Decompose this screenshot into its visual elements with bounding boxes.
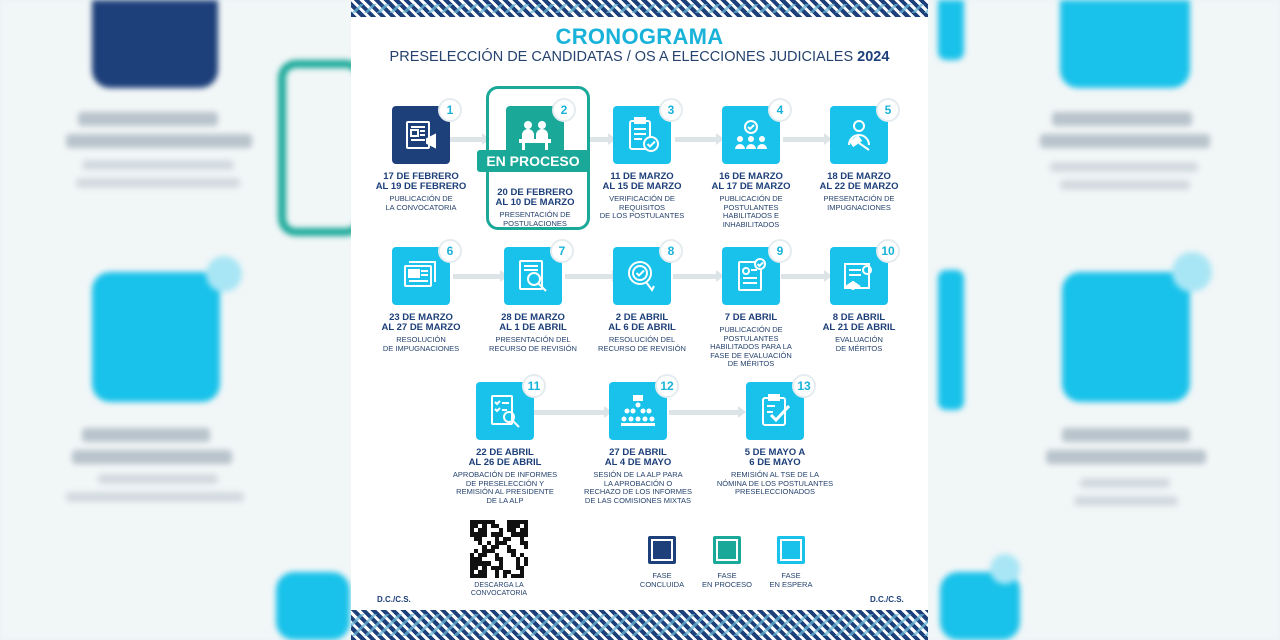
step-number-6: 6 — [438, 239, 462, 263]
bg-block-6 — [1060, 0, 1190, 88]
step-5-date: 18 DE MARZO AL 22 DE MARZO — [819, 171, 899, 192]
step-number-2: 2 — [552, 98, 576, 122]
step-13-date: 5 DE MAYO A 6 DE MAYO — [744, 447, 806, 468]
step-5-desc: PRESENTACIÓN DE IMPUGNACIONES — [823, 194, 895, 212]
step-number-7: 7 — [550, 239, 574, 263]
step-6-desc: RESOLUCIÓN DE IMPUGNACIONES — [382, 335, 460, 353]
step-8-desc: RESOLUCIÓN DEL RECURSO DE REVISIÓN — [598, 335, 686, 353]
clipboard-check-icon — [613, 103, 675, 164]
bg-text-9 — [1052, 112, 1192, 126]
step-number-10: 10 — [876, 239, 900, 263]
step-12 — [568, 379, 708, 505]
bg-block-8 — [938, 270, 964, 410]
bg-text-5 — [82, 428, 210, 442]
step-number-9: 9 — [768, 239, 792, 263]
group-check-icon — [722, 103, 784, 164]
step-5 — [789, 103, 928, 212]
clipboard-check-icon — [746, 379, 811, 440]
step-3-date: 11 DE MARZO AL 15 DE MARZO — [602, 171, 682, 192]
profile-document-icon — [722, 244, 784, 305]
document-magnifier-icon — [504, 244, 566, 305]
step-13 — [705, 379, 845, 497]
step-number-13: 13 — [792, 374, 816, 398]
step-10-date: 8 DE ABRIL AL 21 DE ABRIL — [822, 312, 896, 333]
assembly-icon — [609, 379, 674, 440]
legend-process: FASE EN PROCESO — [697, 536, 757, 589]
in-process-badge: EN PROCESO — [477, 150, 589, 172]
bg-text-13 — [1062, 428, 1190, 442]
bg-text-7 — [98, 474, 218, 484]
bg-text-4 — [76, 178, 240, 188]
gavel-person-icon — [830, 103, 892, 164]
bg-circle-2 — [1172, 252, 1212, 292]
step-4-desc: PUBLICACIÓN DE POSTULANTES HABILITADOS E INHABILITADOS — [719, 194, 783, 229]
step-10-desc: EVALUACIÓN DE MÉRITOS — [835, 335, 883, 353]
subtitle-year: 2024 — [857, 49, 890, 65]
poster-subtitle — [351, 49, 928, 65]
step-number-8: 8 — [659, 239, 683, 263]
step-1-date: 17 DE FEBRERO AL 19 DE FEBRERO — [375, 171, 467, 192]
step-10 — [789, 244, 928, 353]
step-12-desc: SESIÓN DE LA ALP PARA LA APROBACIÓN O RECHAZO DE LOS INFORMES DE LAS COMISIONES MIXTAS — [584, 470, 692, 505]
legend-waiting: FASE EN ESPERA — [761, 536, 821, 589]
legend-swatch-done — [648, 536, 676, 564]
qr-cell — [524, 574, 528, 578]
top-pattern-band — [351, 0, 928, 17]
step-12-date: 27 DE ABRIL AL 4 DE MAYO — [604, 447, 672, 468]
diploma-icon — [830, 244, 895, 305]
qr-code[interactable] — [470, 520, 528, 578]
bg-text-11 — [1050, 162, 1198, 172]
qr-caption: DESCARGA LA CONVOCATORIA — [470, 582, 528, 597]
bg-text-6 — [72, 450, 232, 464]
schedule-poster — [351, 0, 928, 640]
approval-seal-icon — [613, 244, 675, 305]
step-number-1: 1 — [438, 98, 462, 122]
bottom-pattern-band — [351, 610, 928, 640]
bg-block-5 — [938, 0, 964, 60]
bg-text-8 — [66, 492, 244, 502]
step-number-12: 12 — [655, 374, 679, 398]
legend-swatch-waiting — [777, 536, 805, 564]
step-number-11: 11 — [522, 374, 546, 398]
step-4-date: 16 DE MARZO AL 17 DE MARZO — [711, 171, 791, 192]
bg-text-10 — [1040, 134, 1210, 148]
bg-text-16 — [1074, 496, 1178, 506]
bg-text-12 — [1060, 180, 1190, 190]
step-2-date: 20 DE FEBRERO AL 10 DE MARZO — [495, 187, 575, 208]
step-11-date: 22 DE ABRIL AL 26 DE ABRIL — [468, 447, 542, 468]
bg-block-3 — [92, 272, 220, 402]
step-8-date: 2 DE ABRIL AL 6 DE ABRIL — [608, 312, 676, 333]
bg-text-14 — [1046, 450, 1206, 464]
signature-right: D.C./C.S. — [870, 595, 904, 604]
step-7-desc: PRESENTACIÓN DEL RECURSO DE REVISIÓN — [489, 335, 577, 353]
step-13-desc: REMISIÓN AL TSE DE LA NÓMINA DE LOS POSTULANTES PRESELECCIONADOS — [716, 470, 834, 496]
checklist-magnifier-icon — [476, 379, 541, 440]
step-number-3: 3 — [659, 98, 683, 122]
bg-circle-3 — [990, 554, 1020, 584]
bg-text-1 — [78, 112, 218, 126]
legend-swatch-process — [713, 536, 741, 564]
poster-title: CRONOGRAMA — [555, 24, 724, 49]
step-3-desc: VERIFICACIÓN DE REQUISITOS DE LOS POSTULANTES — [599, 194, 685, 220]
bg-text-15 — [1080, 478, 1170, 488]
step-1-desc: PUBLICACIÓN DE LA CONVOCATORIA — [385, 194, 457, 212]
step-9-desc: PUBLICACIÓN DE POSTULANTES HABILITADOS PARA LA FASE DE EVALUACIÓN DE MÉRITOS — [710, 325, 792, 368]
legend-done: FASE CONCLUIDA — [632, 536, 692, 589]
newspaper-megaphone-icon — [392, 103, 454, 164]
signature-left: D.C./C.S. — [377, 595, 411, 604]
bg-text-3 — [82, 160, 234, 170]
step-9-date: 7 DE ABRIL — [724, 312, 778, 323]
bg-circle-1 — [206, 256, 242, 292]
step-number-4: 4 — [768, 98, 792, 122]
bg-block-4 — [276, 572, 350, 640]
bg-block-1 — [92, 0, 218, 88]
step-2-desc: PRESENTACIÓN DE POSTULACIONES — [499, 210, 571, 228]
step-7-date: 28 DE MARZO AL 1 DE ABRIL — [499, 312, 567, 333]
step-11 — [435, 379, 575, 505]
step-11-desc: APROBACIÓN DE INFORMES DE PRESELECCIÓN Y REMISIÓN AL PRESIDENTE DE LA ALP — [452, 470, 558, 505]
documents-icon — [392, 244, 454, 305]
bg-text-2 — [66, 134, 252, 148]
step-6-date: 23 DE MARZO AL 27 DE MARZO — [381, 312, 461, 333]
bg-block-7 — [1062, 272, 1190, 402]
step-number-5: 5 — [876, 98, 900, 122]
subtitle-text: PRESELECCIÓN DE CANDIDATAS / OS A ELECCIONES JUDICIALES — [389, 49, 854, 65]
